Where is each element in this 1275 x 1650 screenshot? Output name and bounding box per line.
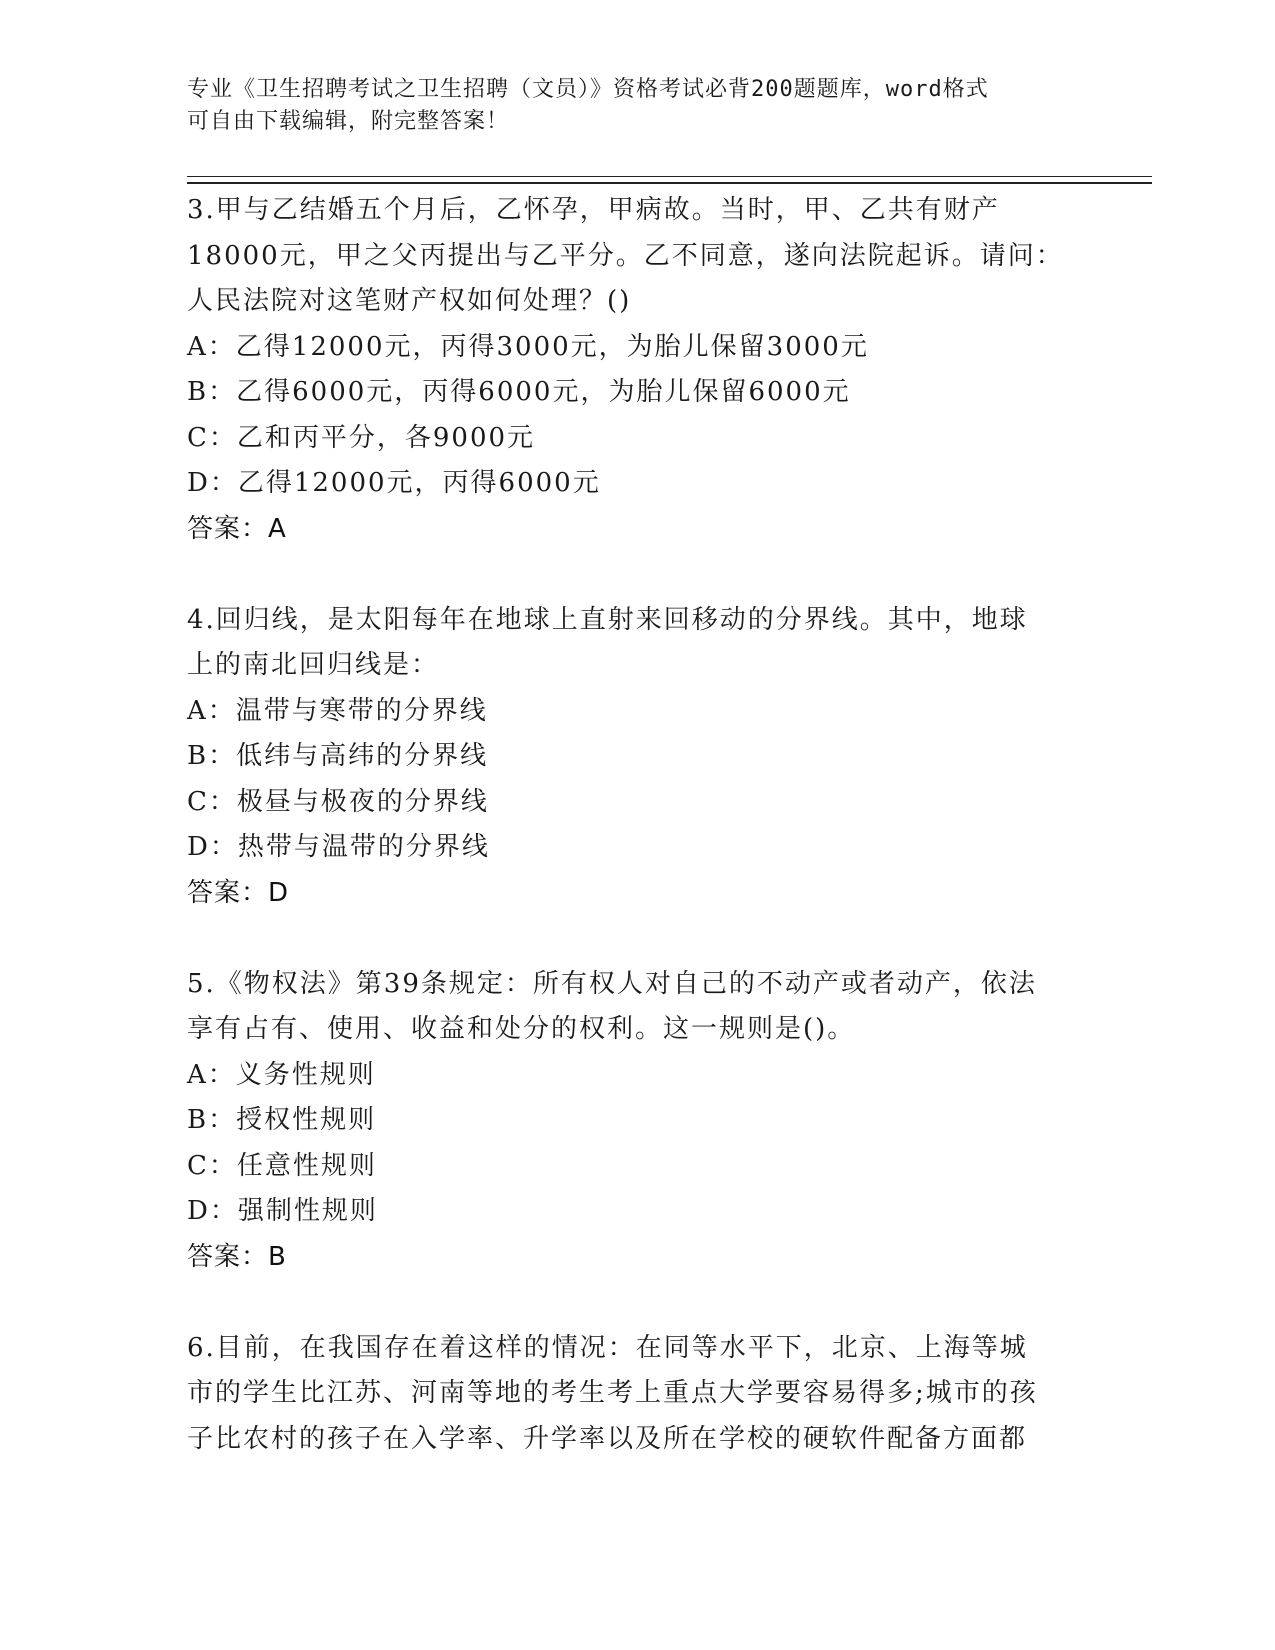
option-b: B：授权性规则 [187, 1105, 377, 1135]
option-d: D：热带与温带的分界线 [187, 832, 490, 862]
option-a: A：义务性规则 [187, 1059, 376, 1090]
question-stem-line: 4.回归线，是太阳每年在地球上直射来回移动的分界线。其中，地球 [187, 604, 1028, 635]
option-b: B：乙得6000元，丙得6000元，为胎儿保留6000元 [187, 377, 851, 407]
answer-line: 答案：D [187, 877, 290, 908]
question-stem-line: 6.目前，在我国存在着这样的情况：在同等水平下，北京、上海等城 [187, 1332, 1028, 1363]
header-divider-thick [187, 182, 1152, 184]
question-stem-line: 5.《物权法》第39条规定：所有权人对自己的不动产或者动产，依法 [187, 968, 1037, 999]
question-6 [187, 1326, 1087, 1463]
option-b: B：低纬与高纬的分界线 [187, 741, 489, 771]
header-divider-thin [187, 176, 1152, 177]
question-stem-line: 18000元，甲之父丙提出与乙平分。乙不同意，遂向法院起诉。请问： [187, 240, 1064, 271]
document-header [187, 74, 1067, 138]
question-stem-line: 享有占有、使用、收益和处分的权利。这一规则是()。 [187, 1014, 856, 1044]
question-spacer [187, 916, 1087, 962]
option-c: C：乙和丙平分，各9000元 [187, 422, 536, 453]
question-stem-line: 市的学生比江苏、河南等地的考生考上重点大学要容易得多;城市的孩 [187, 1378, 1038, 1408]
question-spacer [187, 552, 1087, 598]
option-d: D：强制性规则 [187, 1196, 378, 1226]
option-c: C：极昼与极夜的分界线 [187, 786, 489, 817]
question-5 [187, 962, 1087, 1281]
option-a: A：乙得12000元，丙得3000元，为胎儿保留3000元 [187, 331, 869, 362]
question-stem-line: 上的南北回归线是： [187, 650, 440, 680]
question-spacer [187, 1280, 1087, 1326]
header-line-1: 专业《卫生招聘考试之卫生招聘（文员）》资格考试必背200题题库，word格式 [187, 77, 989, 102]
option-d: D：乙得12000元，丙得6000元 [187, 468, 601, 498]
question-stem-line: 子比农村的孩子在入学率、升学率以及所在学校的硬软件配备方面都 [187, 1423, 1028, 1454]
question-3 [187, 188, 1087, 552]
question-4 [187, 598, 1087, 917]
option-a: A：温带与寒带的分界线 [187, 695, 488, 726]
question-stem-line: 人民法院对这笔财产权如何处理？() [187, 286, 632, 316]
header-line-2: 可自由下载编辑，附完整答案！ [187, 109, 510, 134]
option-c: C：任意性规则 [187, 1150, 377, 1181]
answer-line: 答案：B [187, 1241, 287, 1272]
question-stem-line: 3.甲与乙结婚五个月后，乙怀孕，甲病故。当时，甲、乙共有财产 [187, 195, 1000, 225]
question-list [187, 188, 1087, 1462]
answer-line: 答案：A [187, 513, 287, 544]
